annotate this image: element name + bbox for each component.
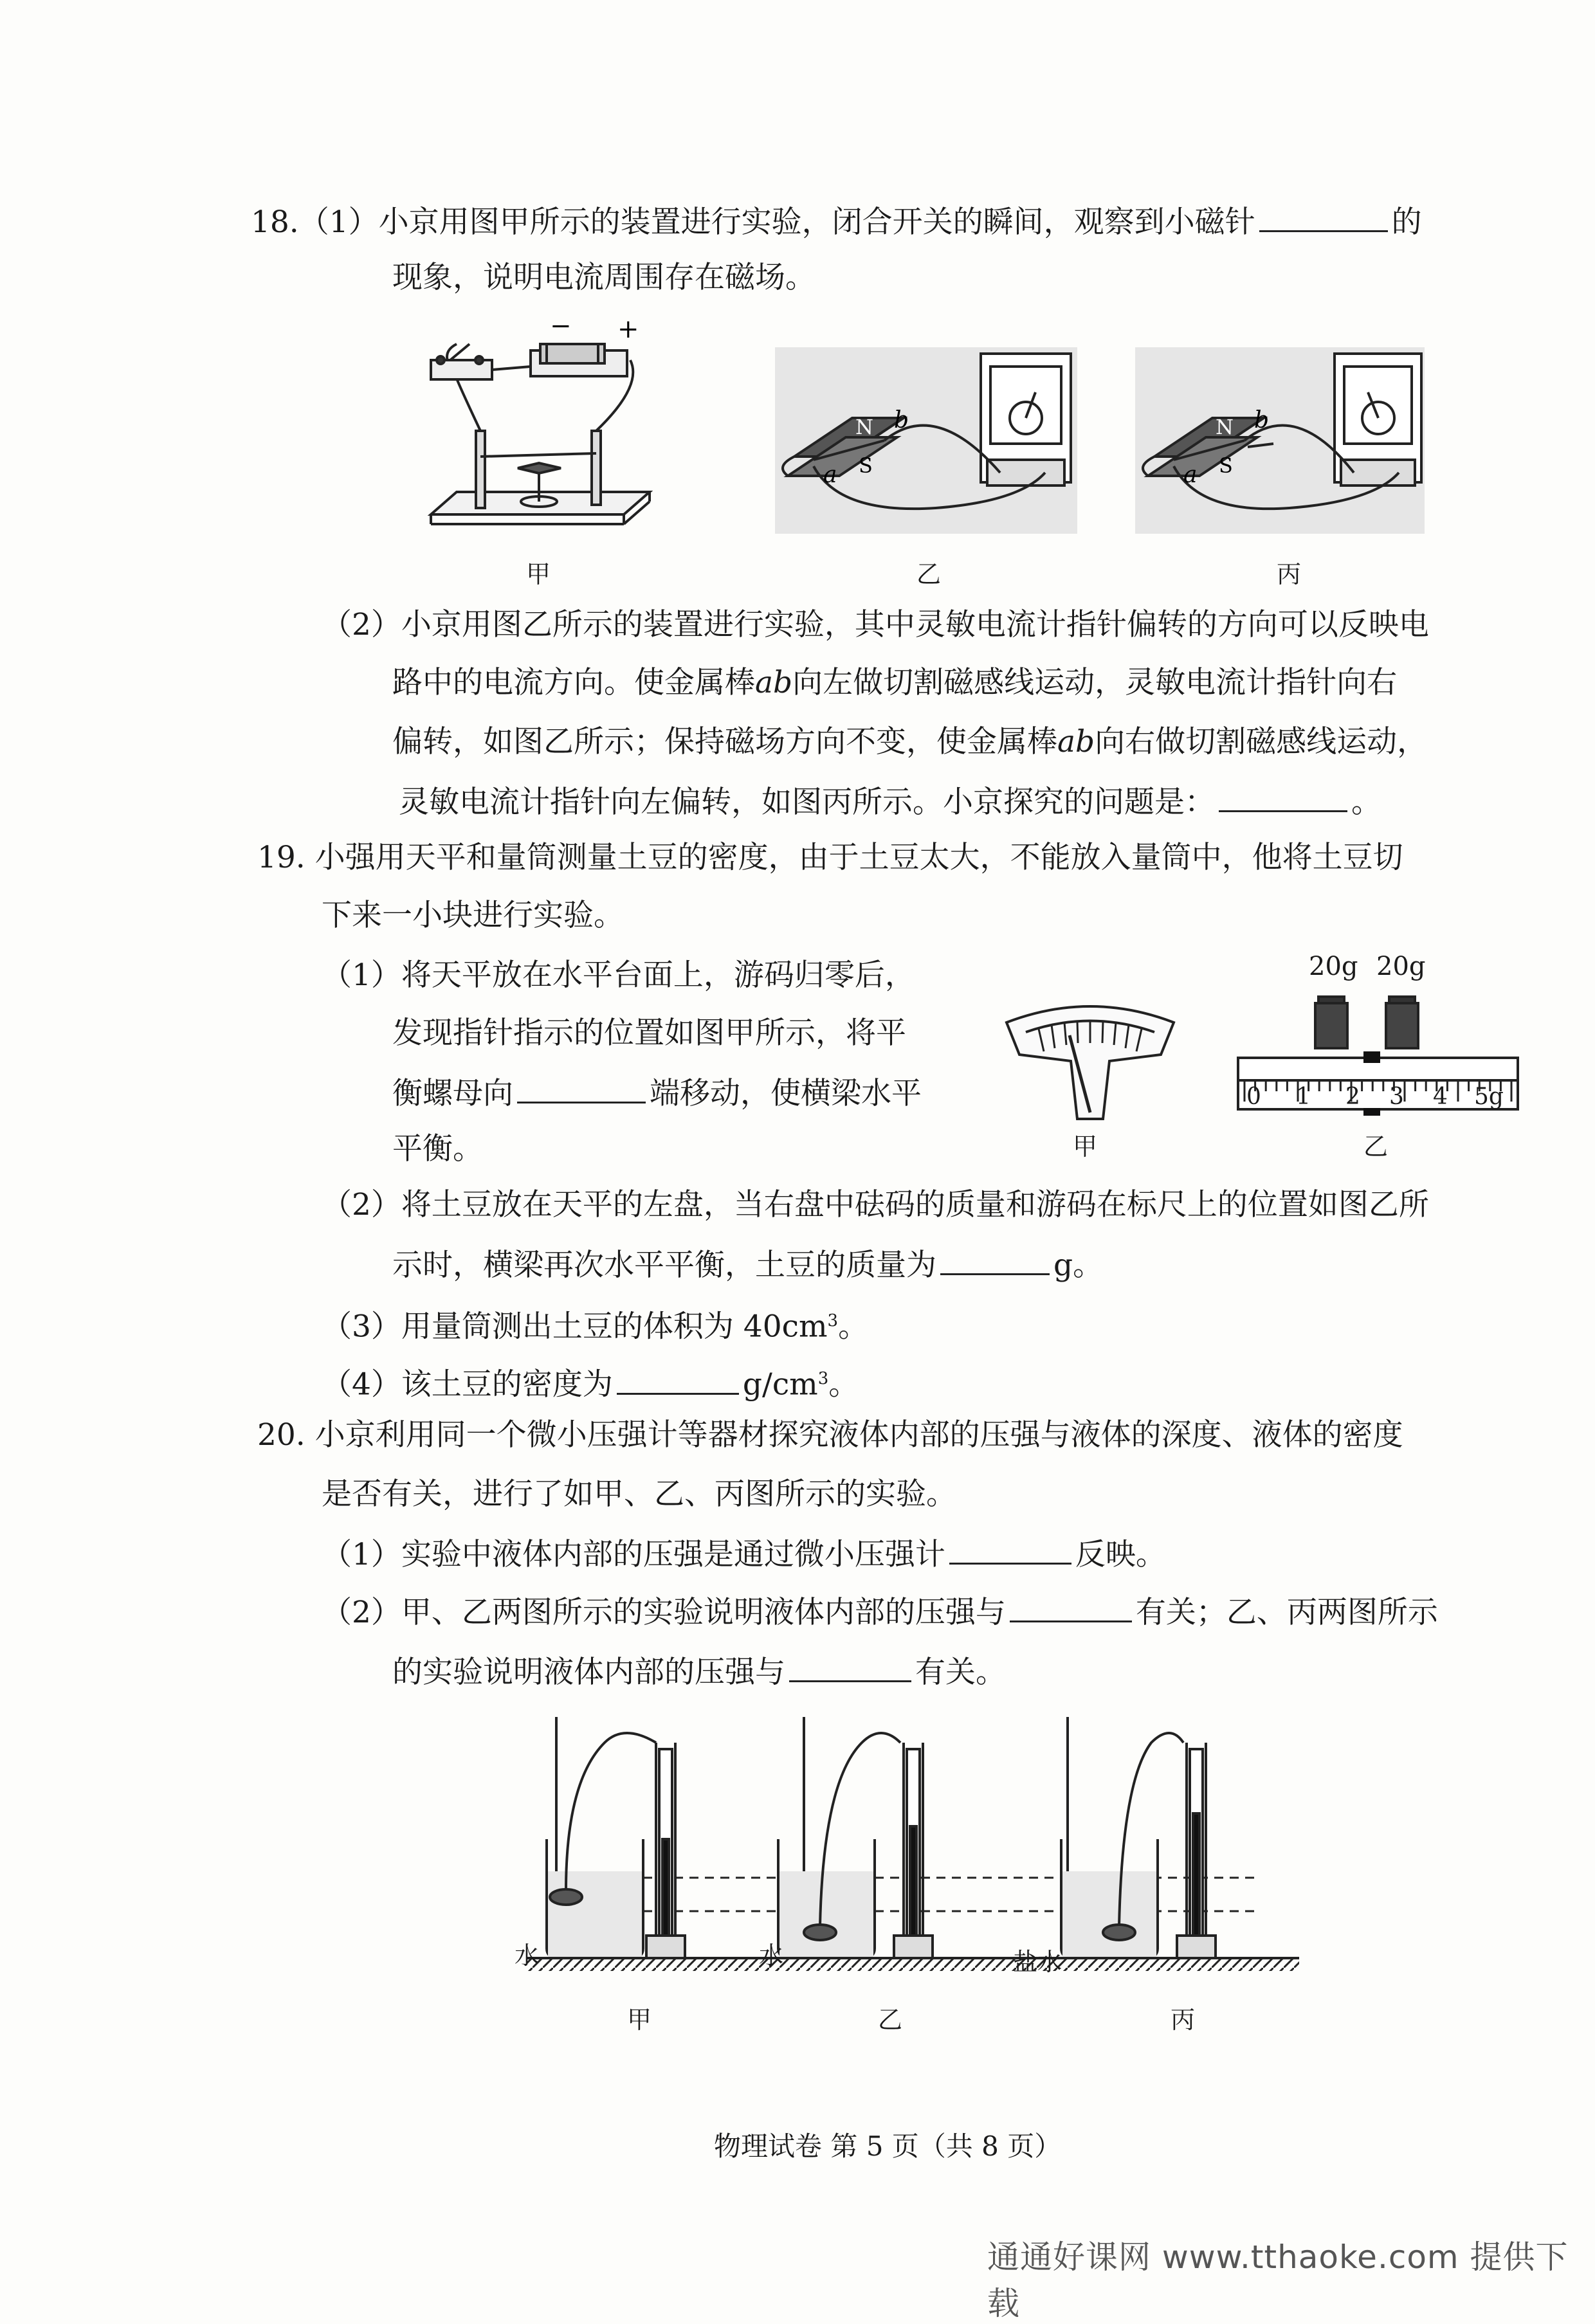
q19-p4-line — [322, 1358, 859, 1406]
q18-p2-line-2 — [392, 662, 1397, 704]
q18-figure-bing — [1135, 347, 1425, 540]
page-footer: 物理试卷 第 5 页（共 8 页） — [714, 2130, 1062, 2162]
q20-caption-yi: 乙 — [878, 2006, 903, 2034]
q19-p2-l2-a: 示时，横梁再次水平平衡，土豆的质量为 — [392, 1248, 936, 1283]
q19-caption-jia: 甲 — [1073, 1132, 1098, 1161]
q18-bing-a: a — [1183, 462, 1198, 488]
q18-p2-l3-ab: ab — [1057, 724, 1095, 759]
q19-p3-sup: 3 — [827, 1311, 839, 1330]
q20-p1-a: （1）实验中液体内部的压强是通过微小压强计 — [322, 1537, 945, 1572]
q20-p1-line — [322, 1532, 1166, 1575]
q19-p4-a: （4）该土豆的密度为 — [322, 1366, 613, 1403]
q18-p2-line-1: （2）小京用图乙所示的装置进行实验，其中灵敏电流计指针偏转的方向可以反映电 — [322, 607, 1429, 642]
q19-p1-l3-a: 衡螺母向 — [392, 1076, 513, 1111]
q18-line-1 — [251, 199, 1422, 243]
q19-tick-0: 0 — [1246, 1084, 1261, 1110]
q18-p2-l3-a: 偏转，如图乙所示；保持磁场方向不变，使金属棒 — [392, 724, 1057, 759]
q19-line-2: 下来一小块进行实验。 — [322, 898, 624, 933]
q19-tick-4: 4 — [1433, 1084, 1448, 1110]
q19-figure-jia — [994, 997, 1187, 1125]
q19-tick-2: 2 — [1345, 1084, 1360, 1110]
q19-p1-l3-b: 端移动，使横梁水平 — [650, 1076, 922, 1111]
q20-line-2: 是否有关，进行了如甲、乙、丙图所示的实验。 — [322, 1476, 956, 1512]
q18-figure-jia — [412, 315, 656, 534]
q18-p2-l4-a: 灵敏电流计指针向左偏转，如图丙所示。小京探究的问题是： — [399, 785, 1215, 820]
q20-liquid-2: 水 — [759, 1941, 784, 1970]
q20-blank-3[interactable] — [789, 1649, 911, 1682]
q20-blank-2[interactable] — [1010, 1590, 1132, 1622]
q18-figure-yi — [775, 347, 1077, 540]
q19-tick-1: 1 — [1296, 1084, 1311, 1110]
q20-p2-l2-a: 的实验说明液体内部的压强与 — [392, 1655, 785, 1690]
q19-p2-line-1: （2）将土豆放在天平的左盘，当右盘中砝码的质量和游码在标尺上的位置如图乙所 — [322, 1187, 1429, 1222]
q19-p1-line-4: 平衡。 — [392, 1131, 483, 1167]
q19-line-1: 19. 小强用天平和量筒测量土豆的密度，由于土豆太大，不能放入量筒中，他将土豆切 — [257, 840, 1403, 875]
q19-blank-3[interactable] — [617, 1362, 739, 1395]
q18-caption-yi: 乙 — [916, 560, 942, 588]
q18-yi-a: a — [823, 462, 837, 488]
q19-p3-line — [322, 1300, 868, 1348]
q19-p1-line-2: 发现指针指示的位置如图甲所示，将平 — [392, 1015, 906, 1051]
q20-liquid-3: 盐水 — [1013, 1948, 1062, 1976]
q18-plus-sign: + — [617, 315, 639, 344]
q19-caption-yi: 乙 — [1363, 1132, 1389, 1161]
q19-p1-line-3 — [392, 1071, 922, 1114]
q20-figure — [502, 1711, 1318, 1987]
q20-p2-l1-a: （2）甲、乙两图所示的实验说明液体内部的压强与 — [322, 1595, 1006, 1630]
q18-bing-b: b — [1254, 407, 1270, 433]
q20-p2-line-1 — [322, 1590, 1438, 1633]
q19-weight-label-1: 20g — [1309, 952, 1358, 981]
q19-blank-1[interactable] — [517, 1071, 646, 1103]
q20-p2-line-2 — [392, 1649, 1006, 1693]
q20-blank-1[interactable] — [949, 1532, 1071, 1565]
q19-weight-label-2: 20g — [1376, 952, 1426, 981]
q20-p2-l2-b: 有关。 — [915, 1655, 1006, 1690]
q20-setup-jia — [547, 1717, 685, 1958]
q18-yi-S: S — [859, 453, 873, 478]
q20-caption-bing: 丙 — [1171, 2006, 1196, 2034]
q18-minus-sign: − — [550, 315, 572, 341]
q18-caption-jia: 甲 — [526, 560, 551, 588]
watermark-text: 通通好课网 www.tthaoke.com 提供下载 — [987, 2238, 1569, 2322]
q19-blank-2[interactable] — [940, 1242, 1050, 1275]
q20-p1-b: 反映。 — [1075, 1537, 1166, 1572]
q18-p2-l2-b: 向左做切割磁感线运动，灵敏电流计指针向右 — [792, 665, 1398, 700]
q19-p4-sup: 3 — [817, 1369, 829, 1388]
q20-setup-yi — [778, 1717, 933, 1958]
q19-p2-l2-b: g。 — [1053, 1248, 1104, 1283]
q20-liquid-1: 水 — [515, 1941, 540, 1970]
q19-p3-a: （3）用量筒测出土豆的体积为 40cm — [322, 1309, 828, 1345]
q20-setup-bing — [1061, 1717, 1216, 1958]
q20-p2-l1-b: 有关；乙、丙两图所示 — [1135, 1595, 1438, 1630]
q18-line-2: 现象，说明电流周围存在磁场。 — [392, 260, 816, 295]
q19-p4-b: g/cm — [742, 1366, 818, 1403]
q19-p2-line-2 — [392, 1242, 1103, 1286]
q18-p2-l4-b: 。 — [1351, 785, 1381, 820]
q18-bing-N: N — [1216, 415, 1234, 439]
q19-p4-c: 。 — [828, 1366, 859, 1403]
q18-p2-l3-b: 向右做切割磁感线运动， — [1095, 724, 1428, 759]
q19-p3-b: 。 — [838, 1309, 869, 1345]
q19-p1-line-1: （1）将天平放在水平台面上，游码归零后， — [322, 958, 915, 993]
q19-tick-5: 5g — [1474, 1084, 1504, 1110]
q18-p2-l2-ab: ab — [755, 665, 793, 700]
q19-tick-3: 3 — [1389, 1084, 1404, 1110]
q18-caption-bing: 丙 — [1277, 560, 1302, 588]
q18-blank-1[interactable] — [1259, 199, 1388, 232]
q18-p1-text-end: 的 — [1391, 204, 1422, 240]
q20-caption-jia: 甲 — [627, 2006, 652, 2034]
q18-p2-line-4 — [399, 779, 1381, 823]
q18-yi-N: N — [855, 415, 873, 439]
q18-yi-b: b — [894, 407, 909, 433]
q18-p2-l2-a: 路中的电流方向。使金属棒 — [392, 665, 755, 700]
q18-bing-S: S — [1219, 453, 1233, 478]
q20-line-1: 20. 小京利用同一个微小压强计等器材探究液体内部的压强与液体的深度、液体的密度 — [257, 1417, 1403, 1453]
q18-blank-2[interactable] — [1219, 779, 1347, 812]
q18-p1-text: 18.（1）小京用图甲所示的装置进行实验，闭合开关的瞬间，观察到小磁针 — [251, 204, 1255, 240]
q18-p2-line-3 — [392, 722, 1427, 763]
